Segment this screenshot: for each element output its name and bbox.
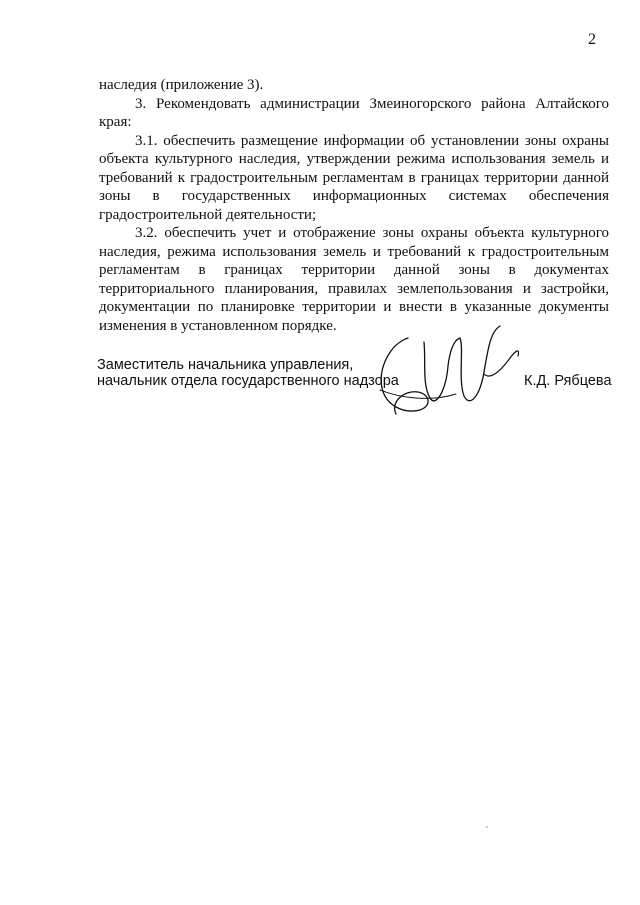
- scan-speck: [486, 826, 488, 828]
- paragraph-continuation: наследия (приложение 3).: [99, 77, 264, 93]
- signature-stroke-loop: [381, 338, 428, 414]
- paragraph-item-3: 3. Рекомендовать администрации Змеиногорского района Алтайского края:: [99, 95, 609, 130]
- page-number: 2: [588, 31, 596, 48]
- signatory-position: [97, 358, 399, 389]
- paragraph-item-3-2: 3.2. обеспечить учет и отображение зоны охраны объекта культурного наследия, режима использования земель и требований к градостроительным регламентам в границах территории данной зоны в документах территориального планирования, правилах землепользования и застройки, документации по планировке территории и внести в указанные документы изменения в установленном порядке.: [99, 225, 609, 334]
- position-line-1: Заместитель начальника управления,: [97, 357, 354, 373]
- position-line-2: начальник отдела государственного надзора: [97, 372, 399, 389]
- handwritten-signature: [360, 310, 530, 430]
- signature-stroke-tail: [484, 351, 519, 376]
- paragraph-item-3-1: 3.1. обеспечить размещение информации об установлении зоны охраны объекта культурного наследия, утверждении режима использования земель и требований к градостроительным регламентам в границах территории данной зоны в государственных информационных системах обеспечения градостроительной деятельности;: [99, 132, 609, 223]
- signature-stroke-flourish: [380, 390, 456, 398]
- signatory-name: К.Д. Рябцева: [524, 373, 612, 389]
- signature-stroke-main: [424, 326, 500, 401]
- body-text: [99, 76, 609, 335]
